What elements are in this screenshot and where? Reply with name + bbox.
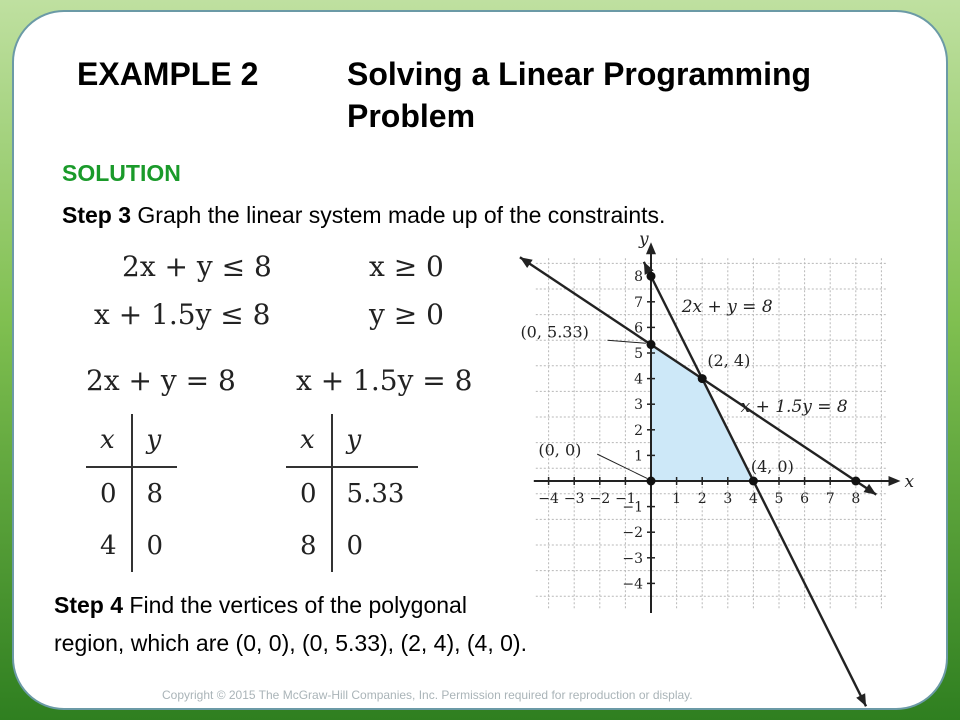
x-tick-label: −3 [563, 491, 585, 507]
data-point [749, 477, 758, 486]
solution-label: SOLUTION [62, 160, 181, 186]
table1-cell: 4 [86, 520, 132, 572]
table1-title: 2x + y = 8 [86, 364, 236, 397]
step3-label: Step 3 [62, 202, 132, 228]
table2-header-x: x [286, 414, 332, 467]
point-label-0-5.33: (0, 5.33) [520, 322, 589, 342]
data-point [698, 374, 707, 383]
y-tick-label: −1 [622, 499, 643, 516]
constraint-1: 2x + y ≤ 8 [122, 250, 272, 283]
table2-title: x + 1.5y = 8 [296, 364, 473, 397]
data-point [647, 340, 656, 349]
y-tick-label: 3 [634, 397, 643, 414]
x-tick-label: 7 [825, 491, 835, 507]
x-axis-label: x [904, 472, 915, 492]
x-tick-label: 1 [672, 491, 682, 507]
step4-line-1 [54, 592, 467, 619]
y-tick-label: −2 [622, 525, 643, 542]
table2-cell: 8 [286, 520, 332, 572]
example-label: EXAMPLE 2 [77, 56, 259, 92]
table1-header-y: y [132, 414, 178, 467]
title-line-1: Solving a Linear Programming [347, 56, 812, 92]
y-tick-label: 2 [634, 422, 643, 439]
step4-label: Step 4 [54, 592, 124, 618]
x-tick-label: 8 [851, 491, 861, 507]
table1-header-x: x [86, 414, 132, 467]
title-line-2: Problem [347, 98, 476, 134]
x-tick-label: 3 [723, 491, 733, 507]
x-tick-label: −2 [589, 491, 611, 507]
copyright-notice: Copyright © 2015 The McGraw-Hill Companies, Inc. Permission required for reproduction or display. [162, 688, 693, 702]
y-tick-label: −3 [622, 550, 643, 567]
y-tick-label: 5 [634, 346, 643, 362]
x-tick-label: 5 [774, 491, 784, 507]
table2-header-y: y [332, 414, 419, 467]
step4-line-2: region, which are (0, 0), (0, 5.33), (2, 4), (4, 0). [54, 630, 527, 656]
line-x-plus-1.5y-arrowhead [864, 484, 877, 495]
y-tick-label: −4 [622, 576, 643, 593]
constraint-4: y ≥ 0 [369, 298, 444, 331]
y-tick-label: 1 [634, 448, 643, 465]
point-label-4-0: (4, 0) [750, 457, 794, 477]
x-axis-arrow [889, 476, 901, 486]
y-tick-label: 6 [634, 320, 643, 337]
constraint-3: x + 1.5y ≤ 8 [94, 298, 271, 331]
series-label-2: x + 1.5y = 8 [740, 396, 848, 417]
data-point [647, 477, 656, 486]
table1-cell: 0 [146, 531, 164, 561]
data-point [851, 477, 860, 486]
y-tick-label: 4 [634, 371, 643, 388]
table2-cell: 0 [346, 531, 364, 561]
point-label-0-0: (0, 0) [538, 440, 582, 460]
point-label-2-4: (2, 4) [707, 350, 751, 370]
x-tick-label: 6 [800, 491, 810, 507]
table2-cell: 0 [286, 467, 332, 520]
slide [12, 10, 948, 710]
y-tick-label: 8 [634, 269, 643, 286]
line-x-plus-1.5y-arrowhead [520, 257, 533, 268]
x-tick-label: 2 [697, 491, 707, 507]
table1-cell: 0 [86, 467, 132, 520]
x-tick-label: 4 [748, 491, 758, 507]
data-point [647, 272, 656, 281]
table1-cell: 8 [146, 479, 164, 509]
y-axis-label: y [639, 229, 649, 250]
step3-body: Graph the linear system made up of the constraints. [137, 202, 666, 228]
constraint-2: x ≥ 0 [369, 250, 444, 283]
series-label-1: 2x + y = 8 [681, 297, 773, 318]
x-tick-label: −1 [615, 491, 636, 507]
table2-cell: 5.33 [346, 479, 405, 509]
x-tick-label: −4 [538, 491, 559, 507]
y-tick-label: 7 [634, 294, 643, 311]
step4-body: Find the vertices of the polygonal [129, 592, 467, 618]
